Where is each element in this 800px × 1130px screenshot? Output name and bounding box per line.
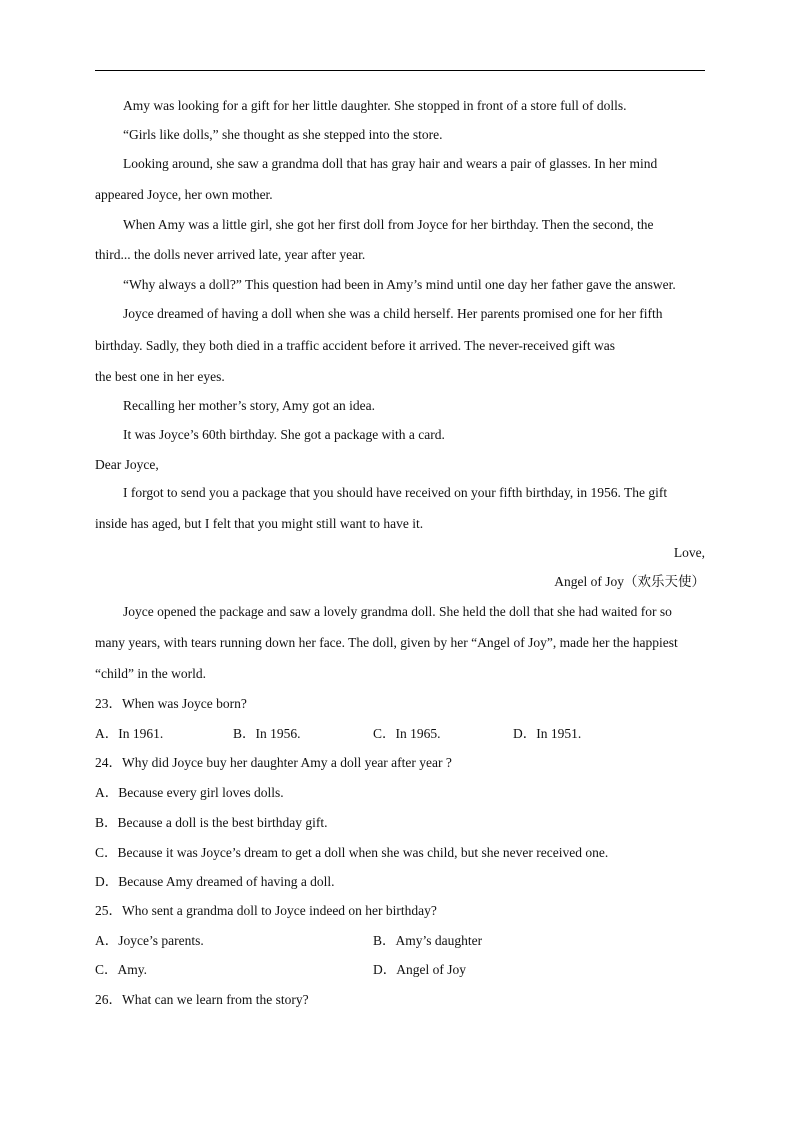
passage-line: “child” in the world. — [95, 666, 206, 681]
question-24-stem: 24．Why did Joyce buy her daughter Amy a doll year after year ? — [95, 755, 452, 770]
letter-body: I forgot to send you a package that you should have received on your fifth birthday, in 1956. The gift — [123, 485, 668, 500]
question-25-option-c[interactable]: C．Amy. — [95, 962, 148, 977]
question-23-stem: 23．When was Joyce born? — [95, 696, 247, 711]
passage-paragraph: Looking around, she saw a grandma doll that has gray hair and wears a pair of glasses. In her mind — [123, 156, 658, 171]
question-24-option-d[interactable]: D．Because Amy dreamed of having a doll. — [95, 874, 335, 889]
letter-signature: Angel of Joy（欢乐天使） — [554, 574, 705, 589]
letter-salutation: Dear Joyce, — [95, 457, 159, 472]
question-24-option-a[interactable]: A．Because every girl loves dolls. — [95, 785, 284, 800]
question-23-option-c[interactable]: C．In 1965. — [373, 726, 441, 741]
passage-paragraph: “Why always a doll?” This question had been in Amy’s mind until one day her father gave the answer. — [123, 277, 676, 292]
passage-line: birthday. Sadly, they both died in a traffic accident before it arrived. The never-received gift was — [95, 338, 616, 353]
passage-line: many years, with tears running down her face. The doll, given by her “Angel of Joy”, made her the happiest — [95, 635, 678, 650]
passage-paragraph: Joyce opened the package and saw a lovely grandma doll. She held the doll that she had waited for so — [123, 604, 672, 619]
question-25-option-b[interactable]: B．Amy’s daughter — [373, 933, 483, 948]
header-rule — [95, 70, 705, 71]
question-26-stem: 26．What can we learn from the story? — [95, 992, 309, 1007]
passage-paragraph: “Girls like dolls,” she thought as she stepped into the store. — [123, 127, 443, 142]
passage-line: the best one in her eyes. — [95, 369, 225, 384]
passage-paragraph: Joyce dreamed of having a doll when she was a child herself. Her parents promised one for her fifth — [123, 306, 663, 321]
question-24-option-b[interactable]: B．Because a doll is the best birthday gift. — [95, 815, 328, 830]
passage-paragraph: Amy was looking for a gift for her little daughter. She stopped in front of a store full of dolls. — [123, 98, 627, 113]
passage-line: third... the dolls never arrived late, year after year. — [95, 247, 366, 262]
letter-closing: Love, — [673, 545, 705, 560]
question-23-option-a[interactable]: A．In 1961. — [95, 726, 164, 741]
question-23-option-b[interactable]: B．In 1956. — [233, 726, 301, 741]
question-25-option-a[interactable]: A．Joyce’s parents. — [95, 933, 204, 948]
passage-paragraph: When Amy was a little girl, she got her first doll from Joyce for her birthday. Then the second, the — [123, 217, 654, 232]
passage-line: appeared Joyce, her own mother. — [95, 187, 273, 202]
passage-paragraph: Recalling her mother’s story, Amy got an idea. — [123, 398, 375, 413]
question-25-stem: 25．Who sent a grandma doll to Joyce indeed on her birthday? — [95, 903, 437, 918]
letter-body-line: inside has aged, but I felt that you might still want to have it. — [95, 516, 424, 531]
question-24-option-c[interactable]: C．Because it was Joyce’s dream to get a doll when she was child, but she never received one. — [95, 845, 609, 860]
passage-paragraph: It was Joyce’s 60th birthday. She got a package with a card. — [123, 427, 445, 442]
question-23-option-d[interactable]: D．In 1951. — [513, 726, 582, 741]
question-25-option-d[interactable]: D．Angel of Joy — [373, 962, 466, 977]
